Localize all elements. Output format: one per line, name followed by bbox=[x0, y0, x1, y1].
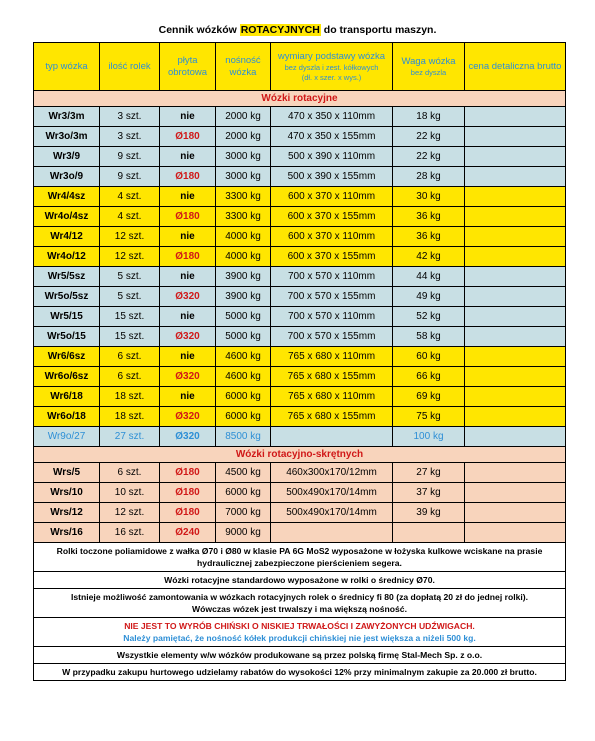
cell-plate: nie bbox=[160, 227, 216, 247]
header-dimensions-title: wymiary podstawy wózka bbox=[277, 50, 386, 62]
cell-weight: 36 kg bbox=[393, 207, 465, 227]
cell-dimensions: 500 x 390 x 155mm bbox=[271, 167, 393, 187]
cell-weight: 52 kg bbox=[393, 307, 465, 327]
cell-rollers: 9 szt. bbox=[100, 167, 160, 187]
cell-plate: Ø320 bbox=[160, 407, 216, 427]
cell-type: Wrs/5 bbox=[34, 463, 100, 483]
table-row bbox=[34, 147, 566, 167]
cell-dimensions: 765 x 680 x 110mm bbox=[271, 347, 393, 367]
note-discount: W przypadku zakupu hurtowego udzielamy rabatów do wysokości 12% przy minimalnym zakupie za 20.000 zł brutto. bbox=[34, 664, 566, 681]
table-row bbox=[34, 247, 566, 267]
cell-weight: 66 kg bbox=[393, 367, 465, 387]
title-before: Cennik wózków bbox=[158, 24, 240, 36]
cell-plate: Ø320 bbox=[160, 427, 216, 447]
cell-rollers: 6 szt. bbox=[100, 367, 160, 387]
cell-plate: Ø320 bbox=[160, 367, 216, 387]
cell-dimensions: 700 x 570 x 110mm bbox=[271, 267, 393, 287]
cell-rollers: 18 szt. bbox=[100, 407, 160, 427]
table-row bbox=[34, 307, 566, 327]
cell-rollers: 27 szt. bbox=[100, 427, 160, 447]
cell-weight: 37 kg bbox=[393, 483, 465, 503]
cell-plate: nie bbox=[160, 347, 216, 367]
table-row bbox=[34, 287, 566, 307]
cell-capacity: 3900 kg bbox=[216, 267, 271, 287]
cell-rollers: 4 szt. bbox=[100, 207, 160, 227]
cell-capacity: 6000 kg bbox=[216, 407, 271, 427]
cell-dimensions: 700 x 570 x 155mm bbox=[271, 327, 393, 347]
cell-type: Wr5o/15 bbox=[34, 327, 100, 347]
cell-weight: 18 kg bbox=[393, 107, 465, 127]
cell-weight bbox=[393, 523, 465, 543]
note-rollers: Rolki toczone poliamidowe z wałka Ø70 i Ø80 w klasie PA 6G MoS2 wyposażone w łożyska kulkowe wciskane na prasie hydraulicznej zabezpieczone pierścieniem segera. bbox=[34, 543, 566, 572]
cell-type: Wr5o/5sz bbox=[34, 287, 100, 307]
note-row-4 bbox=[34, 618, 566, 647]
cell-capacity: 3900 kg bbox=[216, 287, 271, 307]
note-row-2 bbox=[34, 572, 566, 589]
cell-price bbox=[465, 267, 566, 287]
cell-rollers: 18 szt. bbox=[100, 387, 160, 407]
cell-rollers: 5 szt. bbox=[100, 287, 160, 307]
table-row bbox=[34, 167, 566, 187]
cell-type: Wr6/6sz bbox=[34, 347, 100, 367]
note-row-1 bbox=[34, 543, 566, 572]
cell-price bbox=[465, 427, 566, 447]
cell-type: Wr4/4sz bbox=[34, 187, 100, 207]
cell-weight: 100 kg bbox=[393, 427, 465, 447]
table-row bbox=[34, 503, 566, 523]
cell-type: Wr6o/18 bbox=[34, 407, 100, 427]
table-row bbox=[34, 483, 566, 503]
cell-type: Wr3o/3m bbox=[34, 127, 100, 147]
cell-rollers: 6 szt. bbox=[100, 347, 160, 367]
cell-weight: 22 kg bbox=[393, 147, 465, 167]
cell-rollers: 12 szt. bbox=[100, 247, 160, 267]
page-title bbox=[0, 24, 595, 36]
cell-capacity: 2000 kg bbox=[216, 127, 271, 147]
cell-type: Wrs/16 bbox=[34, 523, 100, 543]
header-weight-title: Waga wózka bbox=[401, 55, 456, 67]
cell-plate: Ø180 bbox=[160, 483, 216, 503]
cell-dimensions: 700 x 570 x 155mm bbox=[271, 287, 393, 307]
cell-rollers: 3 szt. bbox=[100, 127, 160, 147]
cell-weight: 28 kg bbox=[393, 167, 465, 187]
cell-type: Wr5/15 bbox=[34, 307, 100, 327]
cell-price bbox=[465, 463, 566, 483]
cell-plate: nie bbox=[160, 147, 216, 167]
note-manufacturer: Wszystkie elementy w/w wózków produkowane są przez polską firmę Stal-Mech Sp. z o.o. bbox=[34, 647, 566, 664]
header-weight-sub: bez dyszla bbox=[410, 67, 447, 77]
cell-plate: Ø180 bbox=[160, 207, 216, 227]
table-row bbox=[34, 387, 566, 407]
section-swivel-row bbox=[34, 447, 566, 463]
cell-dimensions: 470 x 350 x 110mm bbox=[271, 107, 393, 127]
cell-type: Wrs/10 bbox=[34, 483, 100, 503]
header-plate: płyta obrotowa bbox=[160, 43, 216, 91]
title-highlight: ROTACYJNYCH bbox=[240, 24, 320, 36]
note-standard: Wózki rotacyjne standardowo wyposażone w rolki o średnicy Ø70. bbox=[34, 572, 566, 589]
cell-weight: 58 kg bbox=[393, 327, 465, 347]
cell-rollers: 3 szt. bbox=[100, 107, 160, 127]
cell-type: Wr4/12 bbox=[34, 227, 100, 247]
section-rotary-title: Wózki rotacyjne bbox=[34, 91, 566, 107]
cell-rollers: 10 szt. bbox=[100, 483, 160, 503]
cell-dimensions: 500x490x170/14mm bbox=[271, 503, 393, 523]
header-rollers: ilość rolek bbox=[100, 43, 160, 91]
table-row bbox=[34, 523, 566, 543]
cell-weight: 27 kg bbox=[393, 463, 465, 483]
cell-capacity: 3000 kg bbox=[216, 167, 271, 187]
cell-capacity: 4600 kg bbox=[216, 367, 271, 387]
cell-plate: Ø320 bbox=[160, 327, 216, 347]
cell-rollers: 15 szt. bbox=[100, 327, 160, 347]
cell-type: Wr6/18 bbox=[34, 387, 100, 407]
note-warning-line2: Należy pamiętać, że nośność kółek produkcji chińskiej nie jest większa a niżeli 500 kg. bbox=[123, 633, 476, 643]
cell-plate: Ø180 bbox=[160, 167, 216, 187]
table-row bbox=[34, 407, 566, 427]
cell-price bbox=[465, 247, 566, 267]
cell-capacity: 2000 kg bbox=[216, 107, 271, 127]
cell-rollers: 9 szt. bbox=[100, 147, 160, 167]
cell-price bbox=[465, 523, 566, 543]
cell-capacity: 4000 kg bbox=[216, 227, 271, 247]
cell-type: Wrs/12 bbox=[34, 503, 100, 523]
table-header-row bbox=[34, 43, 566, 91]
header-dimensions-sub2: (dł. x szer. x wys.) bbox=[301, 72, 362, 82]
table-row bbox=[34, 267, 566, 287]
section-rotary-row bbox=[34, 91, 566, 107]
cell-rollers: 4 szt. bbox=[100, 187, 160, 207]
table-row bbox=[34, 207, 566, 227]
cell-price bbox=[465, 227, 566, 247]
table-row bbox=[34, 227, 566, 247]
cell-price bbox=[465, 127, 566, 147]
cell-capacity: 5000 kg bbox=[216, 327, 271, 347]
cell-price bbox=[465, 207, 566, 227]
cell-capacity: 3300 kg bbox=[216, 187, 271, 207]
cell-dimensions: 470 x 350 x 155mm bbox=[271, 127, 393, 147]
cell-plate: Ø180 bbox=[160, 463, 216, 483]
cell-capacity: 4500 kg bbox=[216, 463, 271, 483]
cell-dimensions: 460x300x170/12mm bbox=[271, 463, 393, 483]
header-type: typ wózka bbox=[34, 43, 100, 91]
cell-weight: 36 kg bbox=[393, 227, 465, 247]
note-row-6 bbox=[34, 664, 566, 681]
cell-type: Wr5/5sz bbox=[34, 267, 100, 287]
cell-weight: 60 kg bbox=[393, 347, 465, 367]
cell-rollers: 12 szt. bbox=[100, 227, 160, 247]
cell-price bbox=[465, 187, 566, 207]
cell-dimensions: 700 x 570 x 110mm bbox=[271, 307, 393, 327]
cell-weight: 44 kg bbox=[393, 267, 465, 287]
table-row bbox=[34, 127, 566, 147]
cell-dimensions: 600 x 370 x 155mm bbox=[271, 247, 393, 267]
header-capacity: nośność wózka bbox=[216, 43, 271, 91]
cell-capacity: 6000 kg bbox=[216, 483, 271, 503]
header-dimensions-sub1: bez dyszla i zest. kółkowych bbox=[284, 62, 379, 72]
cell-plate: Ø180 bbox=[160, 127, 216, 147]
cell-price bbox=[465, 167, 566, 187]
cell-type: Wr4o/12 bbox=[34, 247, 100, 267]
cell-weight: 69 kg bbox=[393, 387, 465, 407]
table-row bbox=[34, 463, 566, 483]
cell-dimensions: 765 x 680 x 155mm bbox=[271, 407, 393, 427]
cell-rollers: 12 szt. bbox=[100, 503, 160, 523]
cell-capacity: 6000 kg bbox=[216, 387, 271, 407]
cell-weight: 42 kg bbox=[393, 247, 465, 267]
cell-weight: 30 kg bbox=[393, 187, 465, 207]
cell-price bbox=[465, 483, 566, 503]
cell-dimensions bbox=[271, 427, 393, 447]
note-option bbox=[34, 589, 566, 618]
table-row bbox=[34, 187, 566, 207]
cell-rollers: 15 szt. bbox=[100, 307, 160, 327]
note-warning-line1: NIE JEST TO WYRÓB CHIŃSKI O NISKIEJ TRWAŁOŚCI I ZAWYŻONYCH UDŹWIGACH. bbox=[124, 621, 475, 631]
cell-price bbox=[465, 327, 566, 347]
cell-dimensions: 600 x 370 x 155mm bbox=[271, 207, 393, 227]
table-row bbox=[34, 427, 566, 447]
cell-type: Wr6o/6sz bbox=[34, 367, 100, 387]
cell-dimensions: 600 x 370 x 110mm bbox=[271, 227, 393, 247]
cell-type: Wr4o/4sz bbox=[34, 207, 100, 227]
cell-plate: Ø180 bbox=[160, 247, 216, 267]
cell-price bbox=[465, 387, 566, 407]
cell-weight: 49 kg bbox=[393, 287, 465, 307]
note-option-line2: Wówczas wózek jest trwalszy i ma większą nośność. bbox=[192, 604, 407, 614]
cell-type: Wr3/3m bbox=[34, 107, 100, 127]
cell-capacity: 5000 kg bbox=[216, 307, 271, 327]
cell-dimensions bbox=[271, 523, 393, 543]
table-row bbox=[34, 327, 566, 347]
table-row bbox=[34, 347, 566, 367]
table-row bbox=[34, 107, 566, 127]
cell-plate: nie bbox=[160, 187, 216, 207]
cell-capacity: 4000 kg bbox=[216, 247, 271, 267]
header-dimensions bbox=[271, 43, 393, 91]
cell-price bbox=[465, 367, 566, 387]
cell-type: Wr9o/27 bbox=[34, 427, 100, 447]
cell-weight: 39 kg bbox=[393, 503, 465, 523]
cell-price bbox=[465, 287, 566, 307]
cell-plate: Ø240 bbox=[160, 523, 216, 543]
cell-dimensions: 765 x 680 x 155mm bbox=[271, 367, 393, 387]
cell-weight: 75 kg bbox=[393, 407, 465, 427]
cell-price bbox=[465, 107, 566, 127]
cell-plate: nie bbox=[160, 387, 216, 407]
cell-capacity: 9000 kg bbox=[216, 523, 271, 543]
cell-plate: Ø180 bbox=[160, 503, 216, 523]
cell-rollers: 6 szt. bbox=[100, 463, 160, 483]
cell-price bbox=[465, 407, 566, 427]
cell-price bbox=[465, 503, 566, 523]
cell-capacity: 4600 kg bbox=[216, 347, 271, 367]
cell-plate: nie bbox=[160, 107, 216, 127]
cell-plate: Ø320 bbox=[160, 287, 216, 307]
title-after: do transportu maszyn. bbox=[320, 24, 437, 36]
cell-dimensions: 600 x 370 x 110mm bbox=[271, 187, 393, 207]
note-warning bbox=[34, 618, 566, 647]
cell-weight: 22 kg bbox=[393, 127, 465, 147]
cell-price bbox=[465, 147, 566, 167]
cell-plate: nie bbox=[160, 307, 216, 327]
header-price: cena detaliczna brutto bbox=[465, 43, 566, 91]
cell-dimensions: 500x490x170/14mm bbox=[271, 483, 393, 503]
note-row-5 bbox=[34, 647, 566, 664]
cell-capacity: 8500 kg bbox=[216, 427, 271, 447]
note-option-line1: Istnieje możliwość zamontowania w wózkach rotacyjnych rolek o średnicy fi 80 (za dopłatą 20 zł do jednej rolki). bbox=[70, 592, 529, 602]
price-table bbox=[33, 42, 566, 681]
cell-rollers: 5 szt. bbox=[100, 267, 160, 287]
cell-capacity: 7000 kg bbox=[216, 503, 271, 523]
cell-dimensions: 765 x 680 x 110mm bbox=[271, 387, 393, 407]
note-row-3 bbox=[34, 589, 566, 618]
cell-type: Wr3/9 bbox=[34, 147, 100, 167]
header-weight bbox=[393, 43, 465, 91]
cell-price bbox=[465, 347, 566, 367]
cell-type: Wr3o/9 bbox=[34, 167, 100, 187]
section-swivel-title: Wózki rotacyjno-skrętnych bbox=[34, 447, 566, 463]
cell-price bbox=[465, 307, 566, 327]
cell-capacity: 3000 kg bbox=[216, 147, 271, 167]
cell-dimensions: 500 x 390 x 110mm bbox=[271, 147, 393, 167]
cell-capacity: 3300 kg bbox=[216, 207, 271, 227]
cell-rollers: 16 szt. bbox=[100, 523, 160, 543]
cell-plate: nie bbox=[160, 267, 216, 287]
table-row bbox=[34, 367, 566, 387]
